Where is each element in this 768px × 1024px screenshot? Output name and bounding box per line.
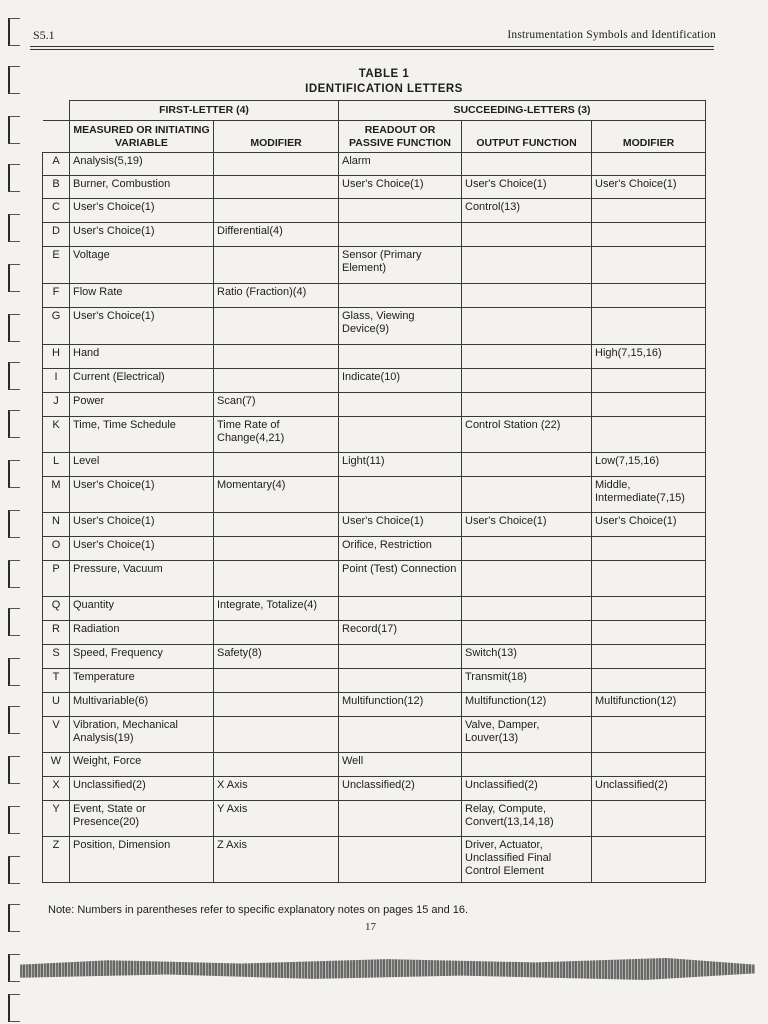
cell-modifier2 — [592, 621, 706, 645]
cell-modifier2 — [592, 669, 706, 693]
cell-readout: Sensor (Primary Element) — [339, 247, 462, 284]
cell-output — [462, 537, 592, 561]
cell-output: Valve, Damper, Louver(13) — [462, 717, 592, 753]
cell-modifier2 — [592, 537, 706, 561]
table-row — [43, 453, 706, 477]
cell-modifier2 — [592, 199, 706, 223]
cell-output: Switch(13) — [462, 645, 592, 669]
cell-output — [462, 223, 592, 247]
row-letter: R — [43, 621, 70, 645]
cell-measured: Temperature — [70, 669, 214, 693]
cell-modifier1: Y Axis — [214, 801, 339, 837]
cell-modifier2 — [592, 801, 706, 837]
table-row — [43, 393, 706, 417]
table-row — [43, 669, 706, 693]
cell-output — [462, 597, 592, 621]
cell-modifier1: Z Axis — [214, 837, 339, 883]
cell-output — [462, 247, 592, 284]
cell-modifier2 — [592, 369, 706, 393]
cell-modifier1 — [214, 345, 339, 369]
row-letter: L — [43, 453, 70, 477]
cell-measured: Radiation — [70, 621, 214, 645]
cell-modifier1 — [214, 369, 339, 393]
row-letter: S — [43, 645, 70, 669]
cell-modifier2: User's Choice(1) — [592, 176, 706, 199]
page-number: 17 — [365, 921, 376, 933]
table-row — [43, 369, 706, 393]
group-header-first-letter: FIRST-LETTER (4) — [70, 101, 339, 121]
cell-output — [462, 453, 592, 477]
cell-modifier2 — [592, 393, 706, 417]
cell-readout: Record(17) — [339, 621, 462, 645]
table-row — [43, 597, 706, 621]
cell-measured: User's Choice(1) — [70, 223, 214, 247]
letter-column-header — [43, 121, 70, 153]
cell-readout — [339, 717, 462, 753]
cell-readout — [339, 284, 462, 308]
cell-readout — [339, 597, 462, 621]
table-row — [43, 717, 706, 753]
cell-modifier2 — [592, 717, 706, 753]
cell-output: Control Station (22) — [462, 417, 592, 453]
row-letter: Y — [43, 801, 70, 837]
cell-output — [462, 561, 592, 597]
table-row — [43, 223, 706, 247]
cell-modifier1 — [214, 513, 339, 537]
cell-output — [462, 369, 592, 393]
cell-modifier2 — [592, 308, 706, 345]
cell-measured: User's Choice(1) — [70, 537, 214, 561]
row-letter: M — [43, 477, 70, 513]
table-row — [43, 645, 706, 669]
cell-modifier1: Ratio (Fraction)(4) — [214, 284, 339, 308]
cell-modifier1: Time Rate of Change(4,21) — [214, 417, 339, 453]
header-rule — [30, 46, 714, 50]
cell-output — [462, 393, 592, 417]
cell-measured: Pressure, Vacuum — [70, 561, 214, 597]
row-letter: J — [43, 393, 70, 417]
cell-modifier2 — [592, 153, 706, 176]
footnote: Note: Numbers in parentheses refer to specific explanatory notes on pages 15 and 16. — [48, 904, 469, 916]
cell-readout — [339, 345, 462, 369]
table-row — [43, 753, 706, 777]
table-row — [43, 837, 706, 883]
cell-readout: Multifunction(12) — [339, 693, 462, 717]
table-row — [43, 513, 706, 537]
column-header-readout: READOUT OR PASSIVE FUNCTION — [339, 121, 462, 153]
cell-modifier1 — [214, 247, 339, 284]
cell-modifier1 — [214, 693, 339, 717]
cell-readout: Orifice, Restriction — [339, 537, 462, 561]
cell-readout: Glass, Viewing Device(9) — [339, 308, 462, 345]
cell-readout — [339, 801, 462, 837]
row-letter: U — [43, 693, 70, 717]
cell-output — [462, 477, 592, 513]
cell-output — [462, 308, 592, 345]
cell-measured: Multivariable(6) — [70, 693, 214, 717]
cell-measured: Weight, Force — [70, 753, 214, 777]
cell-measured: Unclassified(2) — [70, 777, 214, 801]
scan-smudge — [20, 958, 755, 980]
row-letter: Q — [43, 597, 70, 621]
cell-modifier1 — [214, 153, 339, 176]
row-letter: D — [43, 223, 70, 247]
cell-modifier1: Differential(4) — [214, 223, 339, 247]
cell-measured: Flow Rate — [70, 284, 214, 308]
cell-output — [462, 345, 592, 369]
table-row — [43, 417, 706, 453]
cell-measured: Vibration, Mechanical Analysis(19) — [70, 717, 214, 753]
cell-measured: Analysis(5,19) — [70, 153, 214, 176]
cell-output: Transmit(18) — [462, 669, 592, 693]
cell-measured: User's Choice(1) — [70, 513, 214, 537]
cell-modifier1 — [214, 669, 339, 693]
cell-modifier2 — [592, 597, 706, 621]
table-row — [43, 777, 706, 801]
cell-modifier1 — [214, 621, 339, 645]
row-letter: G — [43, 308, 70, 345]
row-letter: P — [43, 561, 70, 597]
table-row — [43, 561, 706, 597]
table-row — [43, 537, 706, 561]
cell-modifier2 — [592, 417, 706, 453]
table-row — [43, 693, 706, 717]
cell-modifier1 — [214, 717, 339, 753]
row-letter: Z — [43, 837, 70, 883]
table-body — [43, 153, 706, 883]
cell-modifier1 — [214, 453, 339, 477]
cell-measured: Level — [70, 453, 214, 477]
cell-modifier1 — [214, 753, 339, 777]
cell-measured: User's Choice(1) — [70, 199, 214, 223]
row-letter: V — [43, 717, 70, 753]
cell-measured: Current (Electrical) — [70, 369, 214, 393]
cell-output — [462, 621, 592, 645]
cell-modifier1 — [214, 308, 339, 345]
table-row — [43, 247, 706, 284]
cell-readout — [339, 223, 462, 247]
cell-modifier1: X Axis — [214, 777, 339, 801]
cell-measured: Position, Dimension — [70, 837, 214, 883]
cell-output: User's Choice(1) — [462, 176, 592, 199]
cell-output — [462, 284, 592, 308]
cell-output: Relay, Compute, Convert(13,14,18) — [462, 801, 592, 837]
row-letter: E — [43, 247, 70, 284]
row-letter: W — [43, 753, 70, 777]
group-header-succeeding-letters: SUCCEEDING-LETTERS (3) — [339, 101, 706, 121]
row-letter: C — [43, 199, 70, 223]
cell-modifier2: Middle, Intermediate(7,15) — [592, 477, 706, 513]
cell-readout — [339, 199, 462, 223]
cell-output: User's Choice(1) — [462, 513, 592, 537]
table-row — [43, 153, 706, 176]
cell-measured: Time, Time Schedule — [70, 417, 214, 453]
cell-readout — [339, 837, 462, 883]
cell-modifier2: Low(7,15,16) — [592, 453, 706, 477]
cell-readout: Point (Test) Connection — [339, 561, 462, 597]
cell-readout: Light(11) — [339, 453, 462, 477]
table-title: TABLE 1 — [358, 68, 410, 80]
cell-measured: Speed, Frequency — [70, 645, 214, 669]
spiral-binding — [0, 0, 40, 1024]
cell-readout — [339, 393, 462, 417]
column-header-output: OUTPUT FUNCTION — [462, 121, 592, 153]
row-letter: N — [43, 513, 70, 537]
row-letter: K — [43, 417, 70, 453]
cell-modifier1 — [214, 537, 339, 561]
cell-measured: Power — [70, 393, 214, 417]
cell-modifier2 — [592, 284, 706, 308]
column-header-modifier: MODIFIER — [214, 121, 339, 153]
cell-readout: Well — [339, 753, 462, 777]
row-letter: A — [43, 153, 70, 176]
cell-modifier1 — [214, 176, 339, 199]
cell-modifier2 — [592, 247, 706, 284]
cell-output: Unclassified(2) — [462, 777, 592, 801]
table-row — [43, 621, 706, 645]
table-row — [43, 477, 706, 513]
cell-measured: User's Choice(1) — [70, 308, 214, 345]
cell-measured: Burner, Combustion — [70, 176, 214, 199]
cell-modifier1 — [214, 561, 339, 597]
cell-output — [462, 753, 592, 777]
column-header-modifier-succeeding: MODIFIER — [592, 121, 706, 153]
row-letter: T — [43, 669, 70, 693]
cell-readout: Indicate(10) — [339, 369, 462, 393]
row-letter: O — [43, 537, 70, 561]
cell-modifier1: Safety(8) — [214, 645, 339, 669]
cell-output: Multifunction(12) — [462, 693, 592, 717]
cell-modifier2: User's Choice(1) — [592, 513, 706, 537]
table-row — [43, 345, 706, 369]
table-row — [43, 176, 706, 199]
table-row — [43, 801, 706, 837]
row-letter: F — [43, 284, 70, 308]
cell-modifier1 — [214, 199, 339, 223]
cell-readout — [339, 477, 462, 513]
cell-output — [462, 153, 592, 176]
cell-measured: Hand — [70, 345, 214, 369]
cell-readout: User's Choice(1) — [339, 513, 462, 537]
cell-modifier1: Scan(7) — [214, 393, 339, 417]
cell-readout: Alarm — [339, 153, 462, 176]
cell-readout — [339, 417, 462, 453]
cell-readout — [339, 645, 462, 669]
row-letter: X — [43, 777, 70, 801]
row-letter: I — [43, 369, 70, 393]
table-row — [43, 284, 706, 308]
cell-modifier2 — [592, 223, 706, 247]
cell-modifier2: High(7,15,16) — [592, 345, 706, 369]
cell-modifier1: Momentary(4) — [214, 477, 339, 513]
cell-modifier2 — [592, 561, 706, 597]
cell-modifier2 — [592, 837, 706, 883]
cell-readout: User's Choice(1) — [339, 176, 462, 199]
cell-measured: Voltage — [70, 247, 214, 284]
cell-modifier2: Multifunction(12) — [592, 693, 706, 717]
table-row — [43, 308, 706, 345]
cell-readout: Unclassified(2) — [339, 777, 462, 801]
cell-modifier2 — [592, 753, 706, 777]
cell-modifier1: Integrate, Totalize(4) — [214, 597, 339, 621]
cell-measured: Quantity — [70, 597, 214, 621]
cell-readout — [339, 669, 462, 693]
cell-modifier2: Unclassified(2) — [592, 777, 706, 801]
running-title: Instrumentation Symbols and Identification — [507, 29, 716, 41]
corner-cell — [43, 101, 70, 121]
cell-measured: User's Choice(1) — [70, 477, 214, 513]
section-number: S5.1 — [33, 28, 55, 42]
cell-output: Control(13) — [462, 199, 592, 223]
row-letter: B — [43, 176, 70, 199]
column-header-measured: MEASURED OR INITIATING VARIABLE — [70, 121, 214, 153]
cell-modifier2 — [592, 645, 706, 669]
row-letter: H — [43, 345, 70, 369]
cell-measured: Event, State or Presence(20) — [70, 801, 214, 837]
table-subtitle: IDENTIFICATION LETTERS — [305, 83, 463, 95]
identification-letters-table — [42, 100, 706, 883]
cell-output: Driver, Actuator, Unclassified Final Control Element — [462, 837, 592, 883]
table-row — [43, 199, 706, 223]
